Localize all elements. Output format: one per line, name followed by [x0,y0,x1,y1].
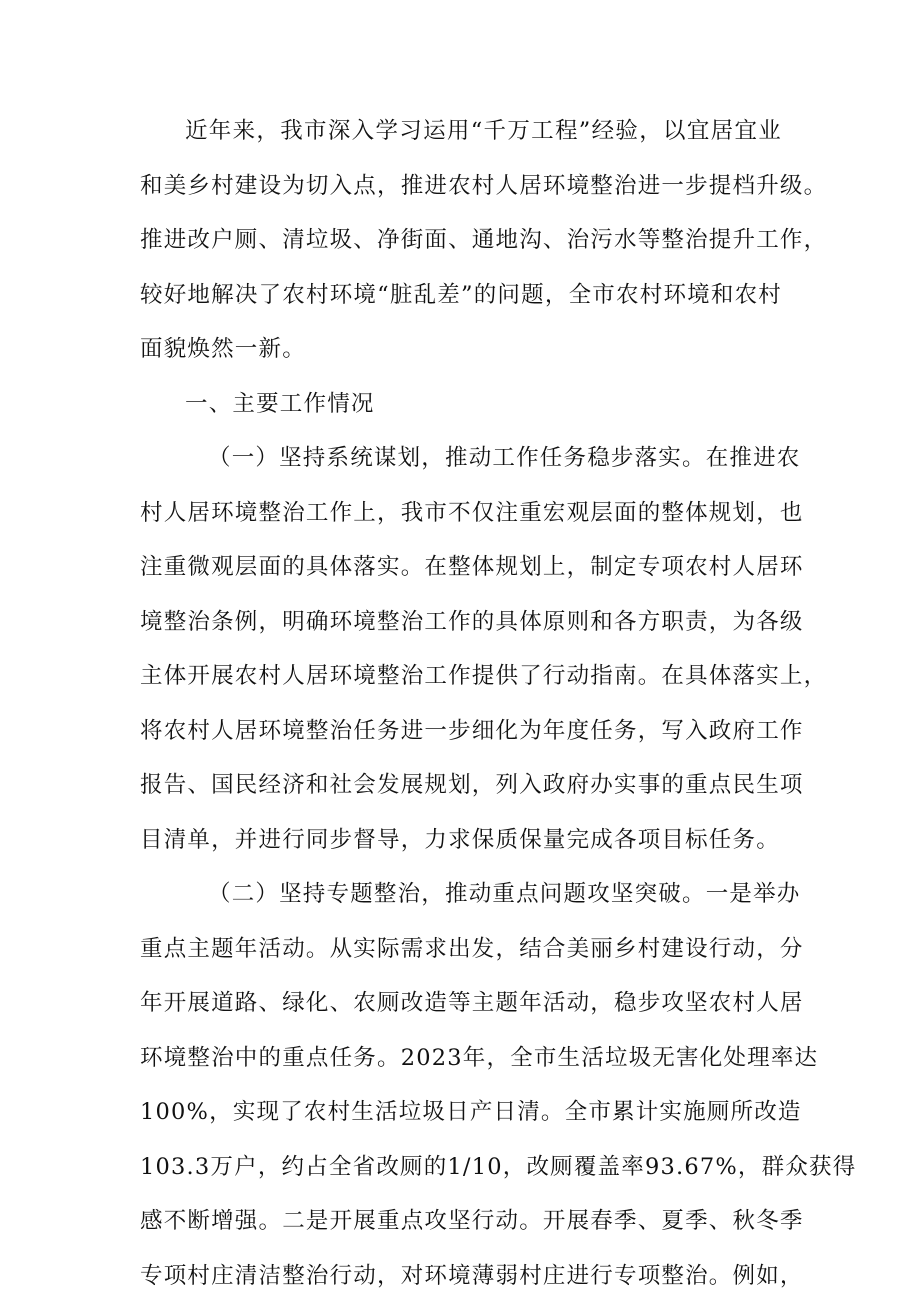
paragraph-line: 目清单，并进行同步督导，力求保质保量完成各项目标任务。 [140,813,782,868]
section-heading: 一、主要工作情况 [140,377,782,432]
paragraph-line: 100%，实现了农村生活垃圾日产日清。全市累计实施厕所改造 [140,1085,782,1140]
paragraph-line: （二）坚持专题整治，推动重点问题攻坚突破。一是举办 [140,867,782,922]
paragraph-line: 专项村庄清洁整治行动，对环境薄弱村庄进行专项整治。例如， [140,1249,782,1303]
paragraph-line: 较好地解决了农村环境“脏乱差”的问题，全市农村环境和农村 [140,268,782,323]
paragraph-line: 将农村人居环境整治任务进一步细化为年度任务，写入政府工作 [140,704,782,759]
paragraph-line: 年开展道路、绿化、农厕改造等主题年活动，稳步攻坚农村人居 [140,976,782,1031]
paragraph-line: 注重微观层面的具体落实。在整体规划上，制定专项农村人居环 [140,540,782,595]
paragraph-line: 重点主题年活动。从实际需求出发，结合美丽乡村建设行动，分 [140,922,782,977]
paragraph-line: （一）坚持系统谋划，推动工作任务稳步落实。在推进农 [140,431,782,486]
paragraph-line: 感不断增强。二是开展重点攻坚行动。开展春季、夏季、秋冬季 [140,1194,782,1249]
document-body [140,104,782,1303]
paragraph-line: 村人居环境整治工作上，我市不仅注重宏观层面的整体规划，也 [140,486,782,541]
paragraph-line: 环境整治中的重点任务。2023年，全市生活垃圾无害化处理率达 [140,1031,782,1086]
paragraph-intro [140,104,782,377]
paragraph-line: 境整治条例，明确环境整治工作的具体原则和各方职责，为各级 [140,595,782,650]
paragraph-line: 报告、国民经济和社会发展规划，列入政府办实事的重点民生项 [140,758,782,813]
paragraph-one [140,431,782,867]
paragraph-line: 面貌焕然一新。 [140,322,782,377]
paragraph-line: 103.3万户，约占全省改厕的1/10，改厕覆盖率93.67%，群众获得 [140,1140,782,1195]
paragraph-line: 主体开展农村人居环境整治工作提供了行动指南。在具体落实上， [140,649,782,704]
paragraph-two [140,867,782,1303]
paragraph-line: 近年来，我市深入学习运用“千万工程”经验，以宜居宜业 [140,104,782,159]
paragraph-line: 和美乡村建设为切入点，推进农村人居环境整治进一步提档升级。 [140,159,782,214]
paragraph-line: 推进改户厕、清垃圾、净街面、通地沟、治污水等整治提升工作， [140,213,782,268]
